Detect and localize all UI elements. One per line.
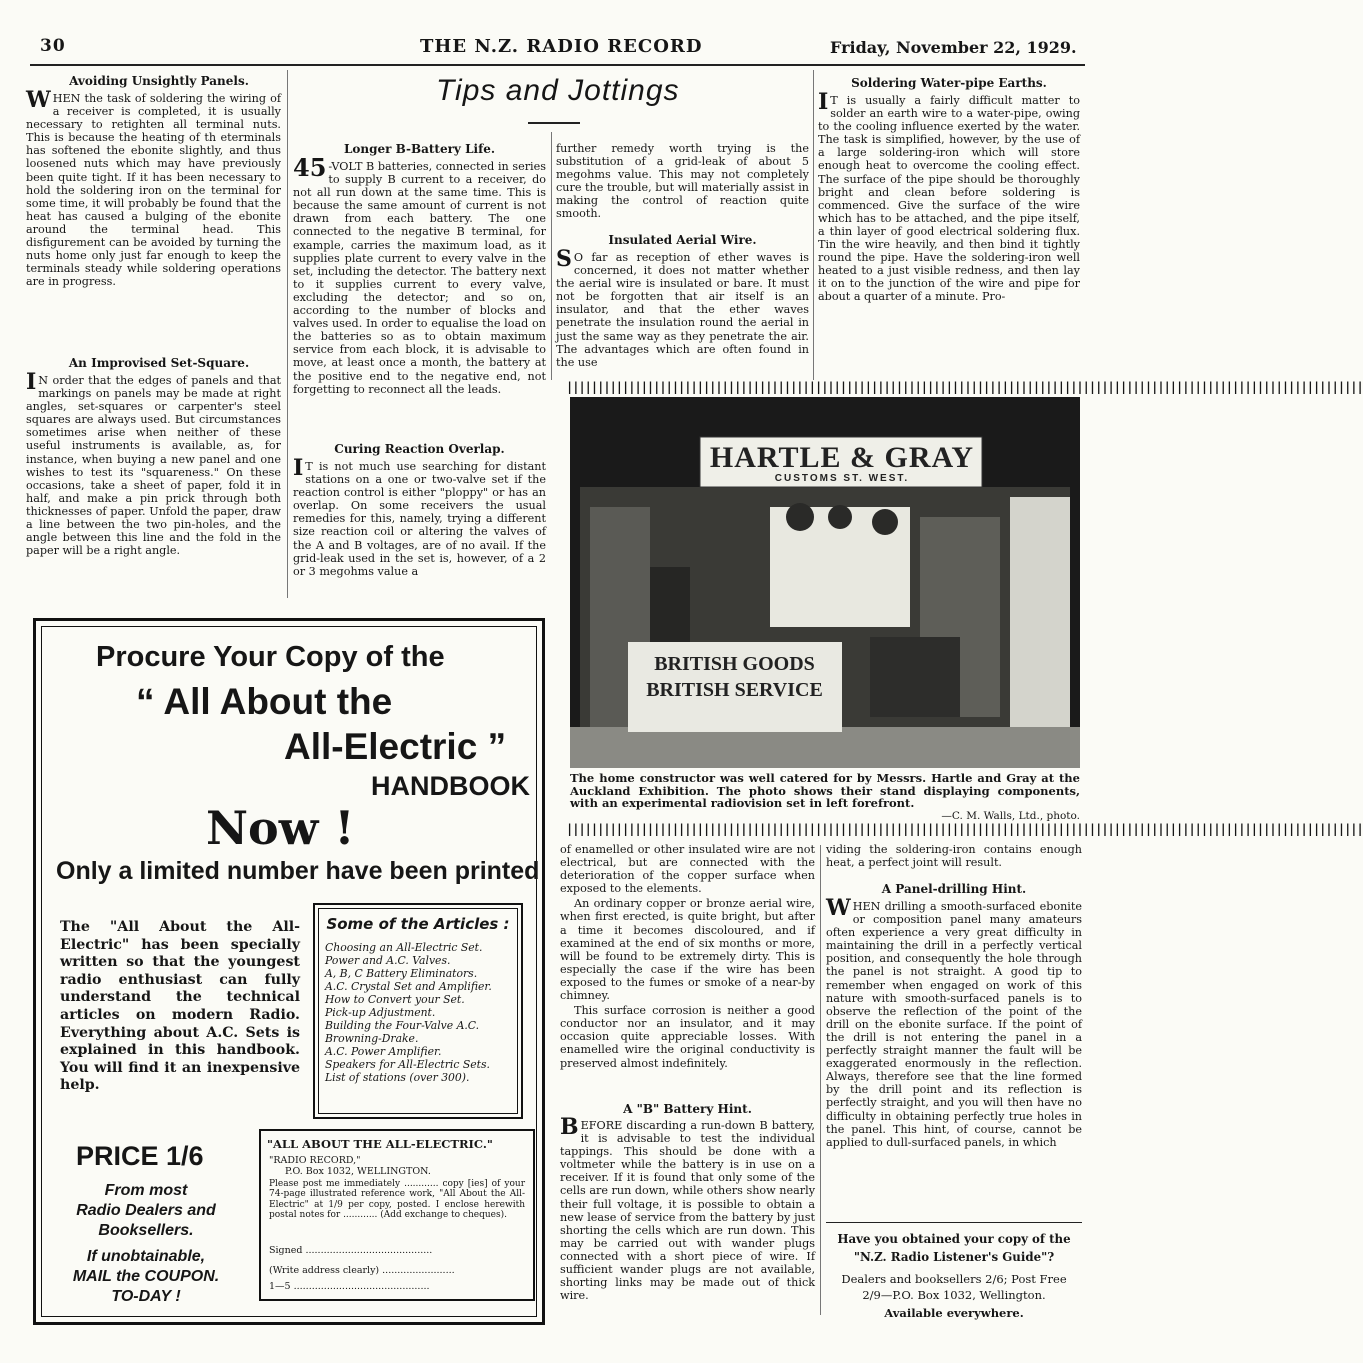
article-body [818,89,1080,306]
coupon-address-line[interactable]: (Write address clearly) ........................ [269,1265,455,1276]
article-body [826,895,1082,1151]
article-heading: Insulated Aerial Wire. [608,233,757,247]
column-divider [551,132,552,380]
article-text: O far as reception of ether waves is concerned, it does not matter whether the aerial wire is insulated or bare. It must not be forgotten that air itself is an insulator, and that the ether waves penetrate the insulation round the aerial in just the same way as they penetrate the air. The advantages which are often found in the use [556,251,809,369]
drop-cap: W [826,895,851,921]
article-body [826,843,1082,871]
ad-unobtainable-2: MAIL the COUPON. [72,1268,220,1285]
handbook-advertisement [33,618,545,1325]
article-item: Choosing an All-Electric Set. [325,941,483,954]
article-text: N order that the edges of panels and that markings on panels may be made at right angles, set-squares or carpenter's steel squares are always used. But circumstances sometimes arise when neither of these useful instruments is available, as, for instance, when buying a new panel and one wishes to test its "squareness." On these occasions, take a sheet of paper, fold it in half, and make a pin prick through both thicknesses of paper. Unfold the paper, draw a line between the two pin-holes, and the angle between this line and the fold in the paper will be a right angle. [26,374,281,558]
article-body [293,153,546,398]
article-item: Speakers for All-Electric Sets. [325,1058,490,1071]
section-title: Tips and Jottings [436,74,680,107]
ad-from-1: From most [104,1182,188,1199]
coupon-title: "ALL ABOUT THE ALL-ELECTRIC." [267,1137,493,1151]
articles-title: Some of the Articles : [326,915,510,933]
article-item: A.C. Crystal Set and Amplifier. [325,980,492,993]
article-heading: Longer B-Battery Life. [343,142,496,156]
ad-headline-3: All-Electric ” [284,726,507,767]
guide-rule [826,1222,1082,1223]
drop-cap: 45 [293,153,327,182]
drop-cap: I [293,455,304,481]
publication-title: THE N.Z. RADIO RECORD [420,36,703,57]
guide-availability: Available everywhere. [884,1306,1024,1320]
ad-from-3: Booksellers. [98,1222,194,1239]
article-item: Building the Four-Valve A.C. Browning-Drake. [325,1019,480,1045]
ad-headline-4: HANDBOOK [371,771,530,801]
article-item: Pick-up Adjustment. [325,1006,436,1019]
coupon-signed[interactable]: Signed .......................................... [269,1245,433,1256]
article-item: How to Convert your Set. [325,993,465,1006]
column-divider [813,70,814,380]
photo-caption: The home constructor was well catered for by Messrs. Hartle and Gray at the Auckland Exhibition. The photo shows their stand displaying components, with an experimental radiovision set in left forefront. [570,771,1080,811]
drop-cap: B [560,1114,579,1140]
article-text: This surface corrosion is neither a good conductor nor an insulator, and it may occasion quite appreciable losses. With enamelled wire the original conductivity is preserved almost indefinitely. [560,1004,815,1070]
ad-unobtainable-3: TO-DAY ! [111,1288,181,1305]
drop-cap: S [556,246,572,272]
column-divider [287,70,288,598]
articles-box [313,903,523,1119]
header-rule [30,64,1085,66]
issue-date: Friday, November 22, 1929. [830,38,1077,57]
column-divider [820,845,821,1315]
article-body [26,369,281,559]
ornament-rule: |||||||||||||||||||||||||||||||||||||||||||||||||||||||||||||||||||||||||||||||||||||||||||||||||||||||||||||||||||||||||||||||| [566,380,1363,394]
ad-unobtainable-1: If unobtainable, [86,1248,206,1265]
ad-availability [46,1181,246,1307]
article-text: T is not much use searching for distant stations on a one or two-valve set if the reaction control is either "ploppy" or has an overlap. On some receivers the usual remedies for this, namely, trying a different size reaction coil or altering the valves of the A and B voltages, are of no avail. If the grid-leak used in the set is, however, of a 2 or 3 megohms value a [293,460,546,578]
article-body [293,455,546,580]
article-heading: A "B" Battery Hint. [623,1102,752,1116]
article-text: HEN drilling a smooth-surfaced ebonite or composition panel many amateurs often experience a very great difficulty in maintaining the drill in a perfectly vertical position, and consequently the hole through the panel is not straight. A good tip to remember when engaged on work of this nature with smooth-surfaced panels is to observe the reflection of the point of the drill on the ebonite surface. If the point of the drill is not entering the panel in a perfectly straight manner the fault will be exaggerated enormously in the reflection. Always, therefore see that the line formed by the drill point and its reflection is perfectly straight, and you will then have no difficulty in obtaining perfectly true holes in the panel. This hint, of course, cannot be applied to dull-surfaced panels, in which [826,900,1082,1149]
article-body [560,843,815,1072]
coupon-body: Please post me immediately ............ copy [ies] of your 74-page illustrated reference work, "All About the All-Electric" at 1/9 per copy, posted. I enclose herewith postal notes for ............ (Add exchange to cheques). [269,1179,525,1221]
article-heading: A Panel-drilling Hint. [881,882,1027,896]
counter-slogan-line2: BRITISH SERVICE [646,679,823,701]
guide-question-1: Have you obtained your copy of the [837,1232,1071,1246]
article-body [26,87,281,290]
article-body [556,142,809,223]
coupon-address-1: "RADIO RECORD," [269,1155,361,1166]
sign-address: CUSTOMS ST. WEST. [774,473,910,484]
article-heading: Curing Reaction Overlap. [334,442,505,456]
counter-slogan-line1: BRITISH GOODS [654,653,815,675]
order-coupon[interactable] [259,1129,535,1301]
articles-list [325,941,515,1084]
article-item: List of stations (over 300). [325,1071,470,1084]
exhibition-photo [570,397,1080,768]
article-text: further remedy worth trying is the substitution of a grid-leak of about 5 megohms value. This may not completely cure the trouble, but will materially assist in making the control of reaction quite smooth. [556,142,809,221]
article-heading: Avoiding Unsightly Panels. [69,74,249,88]
guide-question-2: "N.Z. Radio Listener's Guide"? [853,1250,1055,1264]
ad-price: PRICE 1/6 [76,1141,204,1171]
article-text: EFORE discarding a run-down B battery, it is advisable to test the individual tappings. This should be done with a voltmeter while the battery is in use on a receiver. If it is found that only some of the cells are run down, while others show nearly their full voltage, it is possible to obtain a new lease of service from the battery by just shorting the cells which are run down. This may be carried out with wander plugs connected with a short piece of wire. If sufficient wander plugs are not available, shorting links may be made out of thick wire. [560,1119,816,1303]
ad-headline-now: Now ! [206,801,355,855]
article-text: An ordinary copper or bronze aerial wire, when first erected, is quite bright, but after a time it becomes discoloured, and if examined at the end of six months or more, will be found to be extremely dirty. This is especially the case if the wire has been exposed to the fumes or smoke of a near-by chimney. [560,897,815,1003]
article-heading: An Improvised Set-Square. [68,356,250,370]
ornament-rule: |||||||||||||||||||||||||||||||||||||||||||||||||||||||||||||||||||||||||||||||||||||||||||||||||||||||||||||||||||||||||||||||| [566,822,1363,836]
coupon-address-2: P.O. Box 1032, WELLINGTON. [285,1166,431,1177]
ad-blurb: The "All About the All-Electric" has been specially written so that the youngest radio enthusiast can fully understand the technical articles on modern Radio. Everything about A.C. Sets is explained in this handbook. You will find it an inexpensive help. [60,919,300,1094]
article-text: of enamelled or other insulated wire are not electrical, but are connected with the deterioration of the copper surface when exposed to the elements. [560,843,815,896]
drop-cap: I [26,369,37,395]
ad-headline-2: “ All About the [136,681,393,722]
article-text: -VOLT B batteries, connected in series to supply B current to a receiver, do not all run down at the same time. This is because the same amount of current is not drawn from each battery. The one connected to the negative B terminal, for example, carries the maximum load, as it supplies plate current to every valve in the set, including the detector. The battery next to it supplies current to every valve, excluding the detector; and so on, according to the number of blocks and valves used. In order to equalise the load on the batteries so as to obtain maximum service from each block, it is advisable to move, at least once a month, the battery at the positive end to the negative end, not forgetting to reconnect all the leads. [293,160,546,396]
guide-price-1: Dealers and booksellers 2/6; Post Free [841,1272,1067,1286]
sign-company-name: HARTLE & GRAY [709,441,975,474]
guide-price-2: 2/9—P.O. Box 1032, Wellington. [862,1288,1046,1302]
coupon-reference: 1—5 ............................................. [269,1281,430,1292]
section-title-rule [528,122,580,124]
article-text: HEN the task of soldering the wiring of a receiver is completed, it is usually necessary to retighten all terminal nuts. This is because the heating of th eterminals has softened the ebonite slightly, and thus loosened nuts which may have previously been quite tight. If it has been necessary to hold the soldering iron on the terminal for some time, it will probably be found that the heat has caused a bulging of the ebonite around the terminal head. This disfigurement can be avoided by turning the nuts home only just far enough to keep the terminals steady while soldering operations are in progress. [26,92,281,289]
article-item: Power and A.C. Valves. [325,954,451,967]
ad-headline-limited: Only a limited number have been printed [56,857,540,885]
page-number: 30 [40,36,66,56]
article-text: T is usually a fairly difficult matter to solder an earth wire to a water-pipe, owing to the cooling influence exerted by the water. The task is simplified, however, by the use of a large soldering-iron which will store enough heat to overcome the cooling effect. The surface of the pipe should be thoroughly bright and clean before soldering is commenced. Give the surface of the wire which has to be attached, and the pipe itself, a thin layer of good electrical soldering flux. Tin the wire heavily, and then bind it tightly round the pipe. Have the soldering-iron well heated to a just visible redness, and then lay it on to the junction of the wire and pipe for about a quarter of a minute. Pro- [818,94,1080,304]
article-body [556,246,809,371]
drop-cap: I [818,89,829,115]
drop-cap: W [26,87,51,113]
article-heading: Soldering Water-pipe Earths. [851,76,1047,90]
article-item: A, B, C Battery Eliminators. [325,967,478,980]
article-body [560,1114,816,1304]
article-item: A.C. Power Amplifier. [325,1045,442,1058]
ad-headline-1: Procure Your Copy of the [96,641,445,673]
article-text: viding the soldering-iron contains enough heat, a perfect joint will result. [826,843,1082,870]
photo-credit: —C. M. Walls, Ltd., photo. [941,810,1080,822]
ad-from-2: Radio Dealers and [76,1202,216,1219]
